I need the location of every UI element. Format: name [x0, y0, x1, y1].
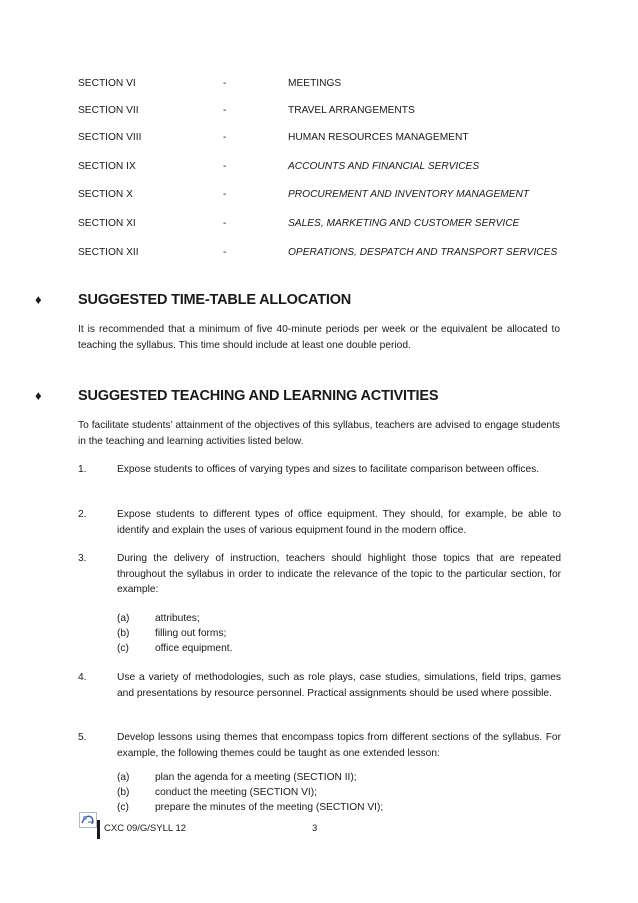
section-dash: -: [223, 78, 227, 89]
item-text: Expose students to offices of varying types and sizes to facilitate comparison between offices.: [117, 464, 540, 475]
sub-item-label: (a): [117, 772, 130, 783]
section-title: PROCUREMENT AND INVENTORY MANAGEMENT: [288, 189, 530, 200]
sub-item-text: office equipment.: [155, 643, 233, 654]
sub-item-label: (c): [117, 802, 129, 813]
sub-item-text: plan the agenda for a meeting (SECTION II);: [155, 772, 357, 783]
item-number: 5.: [78, 732, 87, 743]
section-title: TRAVEL ARRANGEMENTS: [288, 105, 415, 116]
footer-code: CXC 09/G/SYLL 12: [104, 823, 187, 834]
activities-intro: To facilitate students’ attainment of the objectives of this syllabus, teachers are advised to engage students in the teaching and learning activities listed below.: [78, 420, 560, 447]
section-number: SECTION X: [78, 189, 133, 200]
section-number: SECTION XI: [78, 218, 136, 229]
section-dash: -: [223, 189, 227, 200]
heading-text: SUGGESTED TIME-TABLE ALLOCATION: [78, 292, 352, 308]
section-number: SECTION IX: [78, 161, 136, 172]
section-title: MEETINGS: [288, 78, 342, 89]
section-number: SECTION XII: [78, 247, 139, 258]
sub-item-text: attributes;: [155, 613, 200, 624]
item-text: During the delivery of instruction, teachers should highlight those topics that are repeated throughout the syllabus in order to indicate the relevance of the topic to the particular section, for example:: [117, 553, 561, 596]
item-text: Use a variety of methodologies, such as role plays, case studies, simulations, field trips, games and presentations by resource personnel. Practical assignments should be used where possible.: [117, 672, 561, 699]
section-number: SECTION VII: [78, 105, 139, 116]
heading-text: SUGGESTED TEACHING AND LEARNING ACTIVITIES: [78, 388, 439, 404]
item-number: 4.: [78, 672, 87, 683]
item-number: 2.: [78, 509, 87, 520]
cxc-logo-icon: [79, 812, 97, 828]
sub-item-text: conduct the meeting (SECTION VI);: [155, 787, 317, 798]
page-number: 3: [312, 823, 318, 834]
item-text: Develop lessons using themes that encompass topics from different sections of the syllabus. For example, the following themes could be taught as one extended lesson:: [117, 732, 561, 759]
timetable-paragraph: It is recommended that a minimum of five 40-minute periods per week or the equivalent be allocated to teaching the syllabus. This time should include at least one double period.: [78, 324, 560, 351]
item-text: Expose students to different types of office equipment. They should, for example, be able to identify and explain the uses of various equipment found in the modern office.: [117, 509, 561, 536]
diamond-bullet-icon: ♦: [35, 292, 42, 307]
section-dash: -: [223, 105, 227, 116]
item-number: 1.: [78, 464, 87, 475]
section-dash: -: [223, 161, 227, 172]
section-number: SECTION VI: [78, 78, 136, 89]
sub-item-text: prepare the minutes of the meeting (SECTION VI);: [155, 802, 384, 813]
sub-item-label: (b): [117, 787, 130, 798]
item-number: 3.: [78, 553, 87, 564]
sub-item-label: (a): [117, 613, 130, 624]
section-title: SALES, MARKETING AND CUSTOMER SERVICE: [288, 218, 520, 229]
section-title: ACCOUNTS AND FINANCIAL SERVICES: [288, 161, 480, 172]
section-dash: -: [223, 132, 227, 143]
section-dash: -: [223, 247, 227, 258]
footer-divider: [97, 820, 100, 839]
sub-item-label: (b): [117, 628, 130, 639]
diamond-bullet-icon: ♦: [35, 388, 42, 403]
sub-item-text: filling out forms;: [155, 628, 227, 639]
section-title: HUMAN RESOURCES MANAGEMENT: [288, 132, 469, 143]
section-dash: -: [223, 218, 227, 229]
section-title: OPERATIONS, DESPATCH AND TRANSPORT SERVICES: [288, 247, 558, 258]
sub-item-label: (c): [117, 643, 129, 654]
section-number: SECTION VIII: [78, 132, 142, 143]
